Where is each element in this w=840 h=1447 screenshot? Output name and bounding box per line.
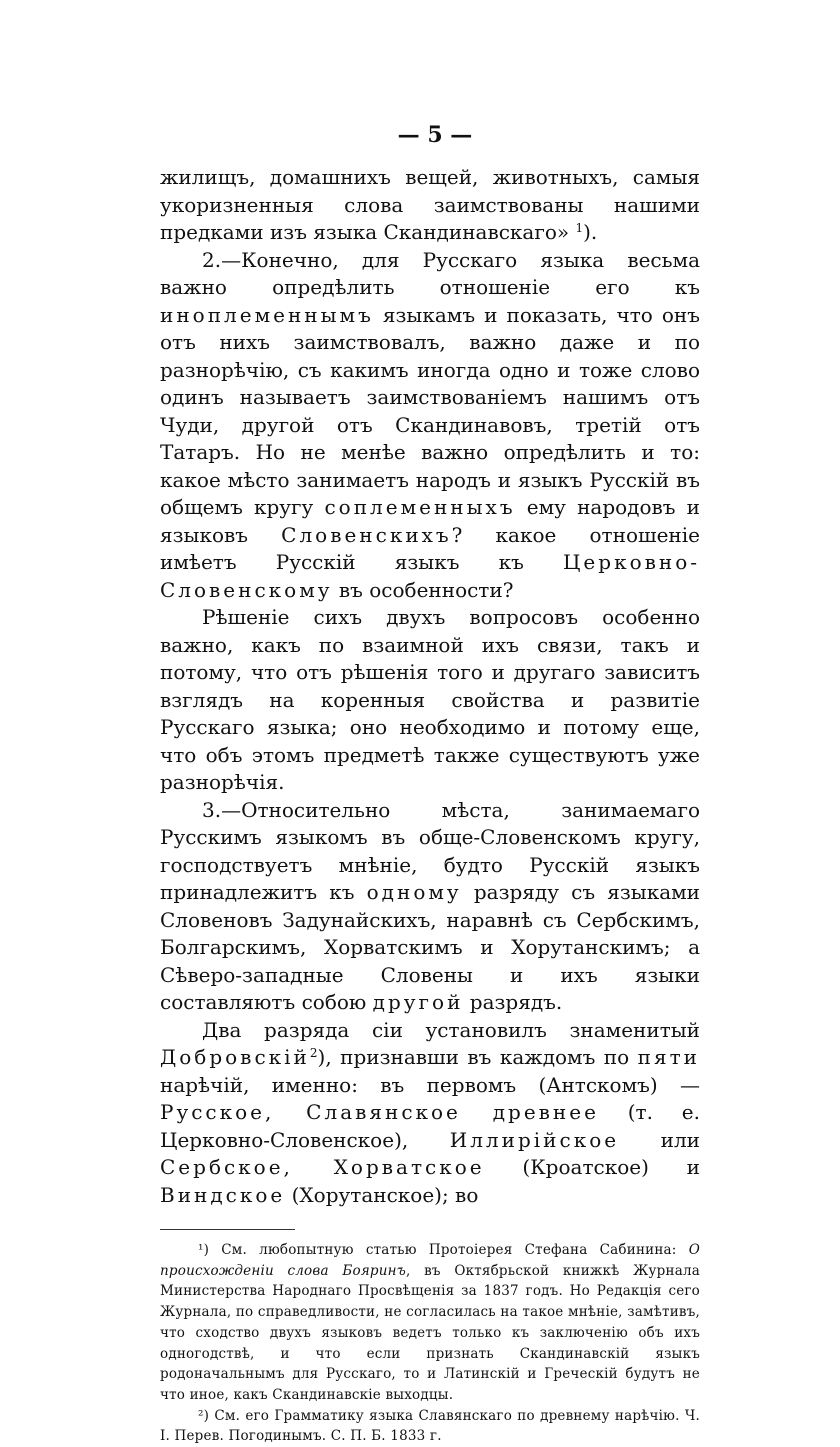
footnote-1-marker: ¹)	[198, 1242, 210, 1258]
para2-t5: въ особенности?	[332, 577, 514, 602]
page-number: — 5 —	[397, 122, 473, 148]
footnote-ref-1: 1	[575, 221, 584, 235]
page-body	[160, 120, 700, 1447]
footnote-divider	[160, 1229, 295, 1230]
paragraph-3: Рѣшеніе сихъ двухъ вопросовъ особенно важно, какъ по взаимной ихъ связи, такъ и потому, что отъ рѣшенія того и другаго зависитъ взглядъ на коренныя свойства и развитіе Русскаго языка; оно необходимо и потому еще, что объ этомъ предметѣ также существуютъ уже разнорѣчія.	[160, 605, 700, 794]
para2-spaced-2: соплеменныхъ	[324, 495, 516, 519]
para4-spaced-2: другой	[372, 990, 464, 1014]
para5-spaced-5: Сербское, Хорватское	[160, 1155, 485, 1179]
para4-spaced-1: одному	[366, 880, 462, 904]
para5-t3: нарѣчій, именно: въ первомъ (Антскомъ) —	[160, 1072, 700, 1097]
para2-spaced-4: Церковно-Словенскому	[160, 550, 700, 602]
para2-spaced-1: иноплеменнымъ	[160, 302, 374, 327]
paragraph-4	[160, 797, 700, 1017]
footnote-1-t2: , въ Октябрьской книжкѣ Журнала Министерства Народнаго Просвѣщенія за 1837 годъ. Но Редакція сего Журнала, по справедливости, не согласилась на такое мнѣніе, замѣтивъ, что сходство двухъ языковъ ведетъ только къ заключенію объ ихъ одногодствѣ, и что если признать Скандинавскій языкъ родоначальнымъ для Русскаго, то и Латинскій и Греческій будутъ не что иное, какъ Скандинавскіе выходцы.	[160, 1262, 700, 1403]
para4-t2: разряду съ языками Словеновъ Задунайскихъ, наравнѣ съ Сербскимъ, Болгарскимъ, Хорватскимъ и Хорутанскимъ; а Сѣверо-западные Словены и ихъ языки составляютъ собою	[160, 880, 701, 1014]
paragraph-2	[160, 247, 700, 605]
para5-spaced-1: Добровскій	[160, 1045, 310, 1069]
footnote-ref-2: 2	[309, 1046, 318, 1060]
footnote-1	[160, 1240, 700, 1406]
footnote-2-text: См. его Грамматику языка Славянскаго по древнему нарѣчію. Ч. I. Перев. Погодинымъ. С. П. Б. 1833 г.	[160, 1407, 700, 1445]
para2-t1: 2.—Конечно, для Русскаго языка весьма важно опредѣлить отношеніе его къ	[160, 247, 700, 299]
footnote-2-marker: ²)	[198, 1407, 210, 1424]
para5-spaced-4: Иллирійское	[449, 1127, 620, 1152]
para5-spaced-6: Виндское	[160, 1182, 286, 1207]
footnote-2	[160, 1406, 700, 1447]
para4-t3: разрядъ.	[463, 990, 563, 1014]
para5-t1: Два разряда сіи установилъ знаменитый	[202, 1017, 700, 1042]
para2-t3: ему народовъ и языковъ	[160, 495, 701, 547]
footnote-1-italic: О происхожденіи слова Бояринъ	[160, 1242, 700, 1279]
para5-spaced-2: пяти	[637, 1045, 700, 1069]
paragraph-continuation	[160, 164, 700, 247]
para4-t1: 3.—Относительно мѣста, занимаемаго Русскимъ языкомъ въ обще-Словенскомъ кругу, господствуетъ мнѣніе, будто Русскій языкъ принадлежитъ къ	[160, 797, 700, 904]
para5-t4: (т. е. Церковно-Словенское),	[160, 1100, 700, 1152]
para1-tail: ).	[583, 220, 598, 244]
paragraph-5	[160, 1017, 700, 1210]
footnote-1-t1: См. любопытную статью Протоіерея Стефана Сабинина:	[209, 1242, 689, 1258]
para5-t2: ), признавши въ каждомъ по	[317, 1045, 638, 1069]
para5-t7: (Хорутанское); во	[285, 1182, 479, 1207]
para5-t6: (Кроатское) и	[484, 1155, 700, 1179]
para2-spaced-3: Словенскихъ	[281, 522, 452, 547]
para2-t4: ? какое отношеніе имѣетъ Русскій языкъ къ	[160, 522, 700, 574]
para2-t2: языкамъ и показать, что онъ отъ нихъ заимствовалъ, важно даже и по разнорѣчію, съ какимъ иногда одно и тоже слово одинъ называетъ заимствованіемъ нашимъ отъ Чуди, другой отъ Скандинавовъ, третій отъ Татаръ. Но не менѣе важно опредѣлить и то: какое мѣсто занимаетъ народъ и языкъ Русскій въ общемъ кругу	[160, 302, 700, 519]
para1-text: жилищъ, домашнихъ вещей, животныхъ, самыя укоризненныя слова заимствованы нашими предками изъ языка Скандинавскаго»	[160, 165, 700, 244]
para5-t5: или	[619, 1127, 700, 1152]
para5-spaced-3: Русское, Славянское древнее	[160, 1100, 599, 1124]
